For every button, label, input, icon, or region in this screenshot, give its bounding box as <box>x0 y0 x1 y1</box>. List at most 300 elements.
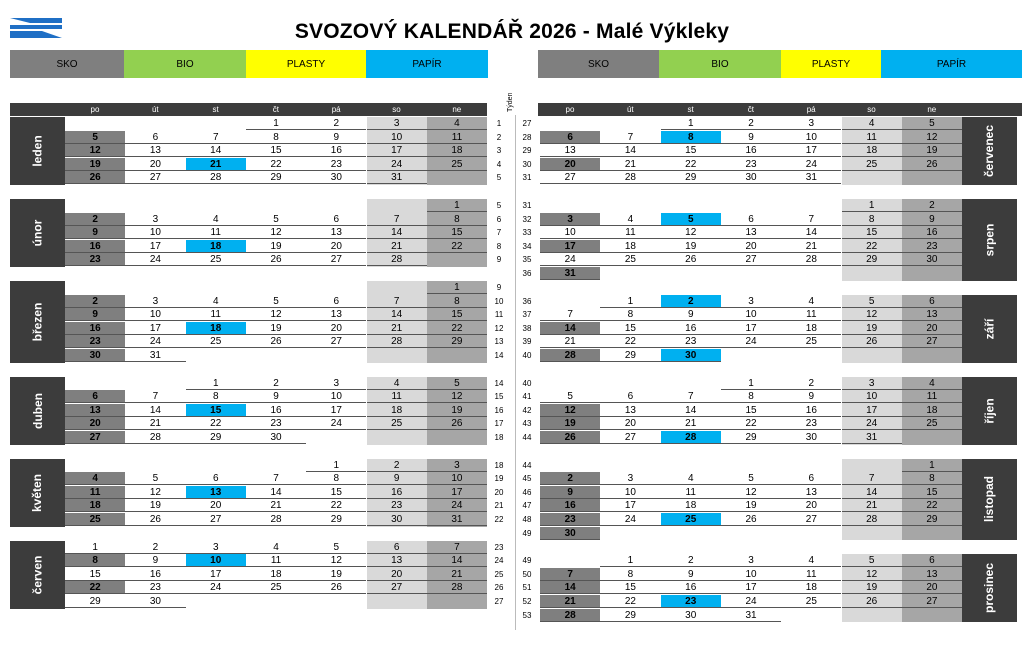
day-cell: 29 <box>842 253 902 266</box>
day-cell: 18 <box>600 240 660 253</box>
day-cell: 10 <box>600 486 660 499</box>
month-band <box>962 377 1017 445</box>
week-number: 34 <box>522 241 532 251</box>
week-number: 24 <box>494 556 504 566</box>
day-cell: 20 <box>902 581 962 594</box>
day-cell: 16 <box>65 240 125 253</box>
day-cell: 30 <box>902 253 962 266</box>
day-cell: 28 <box>186 171 246 184</box>
day-cell: 18 <box>65 499 125 512</box>
day-cell: 6 <box>902 295 962 308</box>
week-number: 22 <box>494 515 504 524</box>
day-cell: 14 <box>540 322 600 335</box>
day-cell: 1 <box>661 117 721 130</box>
week-number: 13 <box>494 337 504 347</box>
day-cell: 7 <box>246 472 306 485</box>
day-cell: 28 <box>540 609 600 622</box>
day-cell: 16 <box>661 322 721 335</box>
day-cell: 5 <box>427 377 487 390</box>
day-cell: 12 <box>902 131 962 144</box>
day-cell: 5 <box>246 213 306 226</box>
day-cell: 6 <box>186 472 246 485</box>
day-cell: 31 <box>721 609 781 622</box>
day-cell: 19 <box>540 417 600 430</box>
day-cell: 4 <box>65 472 125 485</box>
day-cell: 20 <box>600 417 660 430</box>
day-cell: 29 <box>186 431 246 444</box>
day-cell: 19 <box>65 158 125 171</box>
week-number: 20 <box>494 487 504 497</box>
day-cell: 8 <box>902 472 962 485</box>
day-cell: 25 <box>600 253 660 266</box>
day-cell: 29 <box>246 171 306 184</box>
day-header-1: út <box>626 105 634 114</box>
day-cell: 26 <box>842 335 902 348</box>
month-band <box>962 199 1017 281</box>
day-cell: 1 <box>902 459 962 472</box>
day-header-2: st <box>212 105 219 114</box>
day-cell: 12 <box>842 568 902 581</box>
day-cell: 2 <box>902 199 962 212</box>
day-cell: 17 <box>781 144 841 157</box>
day-cell: 4 <box>781 554 841 567</box>
day-header-4: pá <box>806 105 816 114</box>
day-header-6: ne <box>927 105 937 114</box>
day-cell: 31 <box>540 267 600 280</box>
day-cell: 13 <box>721 226 781 239</box>
day-header-3: čt <box>272 105 279 114</box>
day-cell: 6 <box>540 131 600 144</box>
day-cell: 7 <box>781 213 841 226</box>
day-cell: 29 <box>600 349 660 362</box>
day-cell: 6 <box>306 295 366 308</box>
day-cell: 11 <box>600 226 660 239</box>
day-cell: 12 <box>540 404 600 417</box>
day-cell: 17 <box>721 322 781 335</box>
week-number: 14 <box>494 378 504 388</box>
day-cell: 25 <box>427 158 487 171</box>
day-cell: 20 <box>367 568 427 581</box>
day-cell: 21 <box>427 568 487 581</box>
week-number: 8 <box>496 241 502 251</box>
day-cell: 11 <box>186 226 246 239</box>
day-cell: 1 <box>721 377 781 390</box>
day-cell: 25 <box>661 513 721 526</box>
day-cell: 6 <box>125 131 185 144</box>
day-cell: 13 <box>781 486 841 499</box>
legend-plasty: PLASTY <box>781 50 881 78</box>
day-cell: 19 <box>842 581 902 594</box>
day-cell: 30 <box>540 527 600 540</box>
day-cell: 18 <box>781 581 841 594</box>
day-cell: 27 <box>600 431 660 444</box>
day-cell: 18 <box>246 568 306 581</box>
day-cell: 22 <box>721 417 781 430</box>
day-cell: 27 <box>306 253 366 266</box>
day-cell: 4 <box>661 472 721 485</box>
day-cell: 5 <box>661 213 721 226</box>
day-cell: 23 <box>367 499 427 512</box>
day-cell: 24 <box>427 499 487 512</box>
day-cell: 2 <box>367 459 427 472</box>
day-cell: 25 <box>65 513 125 526</box>
day-cell: 3 <box>600 472 660 485</box>
day-cell: 15 <box>427 308 487 321</box>
month-name: únor <box>30 219 45 247</box>
day-cell: 28 <box>125 431 185 444</box>
legend-sko: SKO <box>538 50 659 78</box>
day-cell: 13 <box>306 226 366 239</box>
day-cell: 5 <box>842 554 902 567</box>
day-cell: 8 <box>721 390 781 403</box>
day-cell: 29 <box>661 171 721 184</box>
day-cell: 4 <box>186 213 246 226</box>
day-cell: 2 <box>661 295 721 308</box>
day-cell: 19 <box>427 404 487 417</box>
day-cell: 3 <box>306 377 366 390</box>
day-cell: 19 <box>721 499 781 512</box>
day-cell: 8 <box>65 554 125 567</box>
week-number: 40 <box>522 378 532 388</box>
month-band <box>962 295 1017 363</box>
day-cell: 15 <box>246 144 306 157</box>
day-cell: 14 <box>125 404 185 417</box>
day-cell: 3 <box>721 295 781 308</box>
week-number: 38 <box>522 323 532 333</box>
day-cell: 13 <box>306 308 366 321</box>
week-number: 40 <box>522 351 532 360</box>
day-cell: 6 <box>306 213 366 226</box>
day-header-5: so <box>867 105 876 114</box>
day-cell: 30 <box>306 171 366 184</box>
day-cell: 7 <box>427 541 487 554</box>
week-number: 51 <box>522 583 532 593</box>
day-cell: 12 <box>65 144 125 157</box>
day-cell: 10 <box>367 131 427 144</box>
day-cell: 22 <box>600 335 660 348</box>
day-cell: 12 <box>246 308 306 321</box>
legend-bio: BIO <box>659 50 781 78</box>
day-cell: 13 <box>540 144 600 157</box>
day-cell: 6 <box>781 472 841 485</box>
week-number: 18 <box>494 433 504 442</box>
day-cell: 26 <box>246 253 306 266</box>
day-cell: 7 <box>540 308 600 321</box>
day-cell: 21 <box>661 417 721 430</box>
day-cell: 8 <box>600 568 660 581</box>
day-cell: 9 <box>721 131 781 144</box>
day-cell: 19 <box>246 240 306 253</box>
day-cell: 20 <box>781 499 841 512</box>
day-cell: 29 <box>427 335 487 348</box>
month-name: leden <box>30 135 45 167</box>
day-cell: 11 <box>65 486 125 499</box>
day-cell: 11 <box>842 131 902 144</box>
day-cell: 22 <box>246 158 306 171</box>
day-cell: 23 <box>902 240 962 253</box>
day-cell: 1 <box>65 541 125 554</box>
week-number: 31 <box>522 173 532 183</box>
week-number: 42 <box>522 405 532 415</box>
day-cell: 1 <box>842 199 902 212</box>
day-cell: 1 <box>600 554 660 567</box>
week-number: 16 <box>494 405 504 415</box>
day-cell: 24 <box>367 158 427 171</box>
day-cell: 10 <box>125 226 185 239</box>
week-number: 48 <box>522 515 532 524</box>
week-number: 43 <box>522 419 532 429</box>
day-header-1: út <box>151 105 159 114</box>
month-name: duben <box>30 392 45 429</box>
day-cell: 29 <box>600 609 660 622</box>
month-name: září <box>982 318 997 339</box>
day-cell: 25 <box>842 158 902 171</box>
day-cell: 17 <box>427 486 487 499</box>
month-name: prosinec <box>982 563 997 614</box>
day-cell: 9 <box>65 226 125 239</box>
day-cell: 9 <box>65 308 125 321</box>
month-name: březen <box>30 302 45 342</box>
day-cell: 7 <box>842 472 902 485</box>
day-cell: 26 <box>661 253 721 266</box>
day-cell: 2 <box>540 472 600 485</box>
day-cell: 23 <box>125 581 185 594</box>
month-name: říjen <box>982 397 997 424</box>
day-cell: 7 <box>186 131 246 144</box>
week-number: 32 <box>522 214 532 224</box>
day-cell: 19 <box>125 499 185 512</box>
day-cell: 18 <box>367 404 427 417</box>
day-cell: 25 <box>186 335 246 348</box>
day-header-4: pá <box>331 105 341 114</box>
day-header-5: so <box>392 105 401 114</box>
day-cell: 20 <box>902 322 962 335</box>
day-cell: 15 <box>600 581 660 594</box>
day-cell: 20 <box>306 240 366 253</box>
day-cell: 19 <box>661 240 721 253</box>
day-cell: 27 <box>186 513 246 526</box>
day-cell: 20 <box>306 322 366 335</box>
day-cell: 26 <box>65 171 125 184</box>
day-cell: 8 <box>306 472 366 485</box>
week-number: 17 <box>494 419 504 429</box>
day-cell: 24 <box>125 335 185 348</box>
day-cell: 23 <box>661 335 721 348</box>
day-cell: 20 <box>125 158 185 171</box>
day-cell: 28 <box>367 253 427 266</box>
legend-papir: PAPÍR <box>881 50 1022 78</box>
day-cell: 27 <box>721 253 781 266</box>
day-cell: 21 <box>600 158 660 171</box>
day-cell: 10 <box>540 226 600 239</box>
day-cell: 2 <box>306 117 366 130</box>
day-cell: 20 <box>65 417 125 430</box>
week-number: 36 <box>522 269 532 278</box>
week-number: 15 <box>494 392 504 402</box>
day-cell: 28 <box>246 513 306 526</box>
day-cell: 22 <box>427 322 487 335</box>
week-number: 27 <box>494 597 504 606</box>
day-cell: 8 <box>246 131 306 144</box>
month-band <box>10 117 65 185</box>
day-cell: 5 <box>246 295 306 308</box>
day-cell: 12 <box>306 554 366 567</box>
day-cell: 15 <box>186 404 246 417</box>
week-number: 3 <box>496 146 502 156</box>
day-cell: 13 <box>902 308 962 321</box>
day-cell: 11 <box>186 308 246 321</box>
day-cell: 11 <box>781 568 841 581</box>
day-cell: 6 <box>600 390 660 403</box>
day-cell: 17 <box>600 499 660 512</box>
day-cell: 4 <box>842 117 902 130</box>
day-cell: 23 <box>721 158 781 171</box>
day-cell: 16 <box>781 404 841 417</box>
day-cell: 1 <box>427 281 487 294</box>
day-cell: 5 <box>721 472 781 485</box>
week-number: 18 <box>494 460 504 470</box>
day-cell: 17 <box>842 404 902 417</box>
day-header-row <box>10 103 487 116</box>
day-cell: 15 <box>600 322 660 335</box>
day-cell: 14 <box>367 226 427 239</box>
day-cell: 16 <box>540 499 600 512</box>
column-divider <box>515 115 516 630</box>
day-cell: 30 <box>661 349 721 362</box>
day-cell: 8 <box>842 213 902 226</box>
day-cell: 9 <box>661 308 721 321</box>
day-cell: 3 <box>781 117 841 130</box>
day-cell: 17 <box>306 404 366 417</box>
day-cell: 14 <box>781 226 841 239</box>
legend-sko: SKO <box>10 50 124 78</box>
day-cell: 22 <box>186 417 246 430</box>
day-cell: 3 <box>125 295 185 308</box>
day-header-0: po <box>90 105 100 114</box>
day-cell: 11 <box>246 554 306 567</box>
day-cell: 9 <box>125 554 185 567</box>
day-cell: 11 <box>367 390 427 403</box>
month-band <box>962 554 1017 622</box>
day-cell: 26 <box>902 158 962 171</box>
day-cell: 16 <box>306 144 366 157</box>
day-cell: 6 <box>721 213 781 226</box>
day-cell: 21 <box>540 595 600 608</box>
day-cell: 10 <box>842 390 902 403</box>
day-cell: 31 <box>367 171 427 184</box>
day-cell: 27 <box>306 335 366 348</box>
day-cell: 1 <box>600 295 660 308</box>
day-cell: 15 <box>661 144 721 157</box>
day-cell: 28 <box>540 349 600 362</box>
day-cell: 15 <box>842 226 902 239</box>
week-number: 49 <box>522 528 532 538</box>
day-cell: 12 <box>427 390 487 403</box>
day-cell: 10 <box>125 308 185 321</box>
day-cell: 5 <box>842 295 902 308</box>
day-cell: 22 <box>65 581 125 594</box>
day-cell: 18 <box>186 240 246 253</box>
week-number: 4 <box>496 159 502 169</box>
week-number: 26 <box>494 583 504 593</box>
day-cell: 1 <box>306 459 366 472</box>
day-cell: 10 <box>781 131 841 144</box>
day-cell: 9 <box>540 486 600 499</box>
day-cell: 18 <box>781 322 841 335</box>
week-number: 5 <box>496 173 502 183</box>
day-cell: 28 <box>367 335 427 348</box>
day-cell: 24 <box>306 417 366 430</box>
day-cell: 26 <box>427 417 487 430</box>
day-cell: 8 <box>427 213 487 226</box>
day-cell: 23 <box>246 417 306 430</box>
week-number: 37 <box>522 310 532 320</box>
day-cell: 21 <box>367 240 427 253</box>
day-cell: 25 <box>246 581 306 594</box>
day-cell: 14 <box>427 554 487 567</box>
day-cell: 26 <box>246 335 306 348</box>
day-cell: 10 <box>306 390 366 403</box>
day-cell: 18 <box>842 144 902 157</box>
week-number: 50 <box>522 569 532 579</box>
day-cell: 4 <box>600 213 660 226</box>
day-cell: 5 <box>65 131 125 144</box>
day-cell: 2 <box>721 117 781 130</box>
week-number: 47 <box>522 501 532 511</box>
week-number: 7 <box>496 228 502 238</box>
week-number: 44 <box>522 460 532 470</box>
day-cell: 11 <box>661 486 721 499</box>
week-number: 14 <box>494 351 504 360</box>
day-cell: 1 <box>427 199 487 212</box>
day-cell: 27 <box>781 513 841 526</box>
day-cell: 16 <box>125 568 185 581</box>
day-cell: 26 <box>842 595 902 608</box>
day-cell: 14 <box>661 404 721 417</box>
week-number: 9 <box>496 283 502 292</box>
day-cell: 17 <box>367 144 427 157</box>
day-cell: 4 <box>186 295 246 308</box>
day-cell: 3 <box>186 541 246 554</box>
day-cell: 20 <box>721 240 781 253</box>
day-cell: 9 <box>902 213 962 226</box>
week-number: 33 <box>522 228 532 238</box>
week-number: 11 <box>494 310 504 320</box>
day-cell: 5 <box>540 390 600 403</box>
page-title: SVOZOVÝ KALENDÁŘ 2026 - Malé Výkleky <box>294 20 730 43</box>
day-cell: 4 <box>781 295 841 308</box>
day-cell: 26 <box>125 513 185 526</box>
day-header-row <box>538 103 1022 116</box>
day-cell: 22 <box>902 499 962 512</box>
week-number: 45 <box>522 474 532 484</box>
week-number: 19 <box>494 474 504 484</box>
day-cell: 2 <box>125 541 185 554</box>
day-cell: 29 <box>721 431 781 444</box>
day-cell: 15 <box>721 404 781 417</box>
day-cell: 2 <box>246 377 306 390</box>
day-cell: 8 <box>186 390 246 403</box>
day-cell: 25 <box>902 417 962 430</box>
day-cell: 3 <box>427 459 487 472</box>
month-name: květen <box>30 473 45 512</box>
day-cell: 16 <box>367 486 427 499</box>
day-cell: 21 <box>781 240 841 253</box>
day-cell: 10 <box>721 308 781 321</box>
week-number: 53 <box>522 610 532 620</box>
day-cell: 22 <box>427 240 487 253</box>
week-number: 35 <box>522 255 532 265</box>
